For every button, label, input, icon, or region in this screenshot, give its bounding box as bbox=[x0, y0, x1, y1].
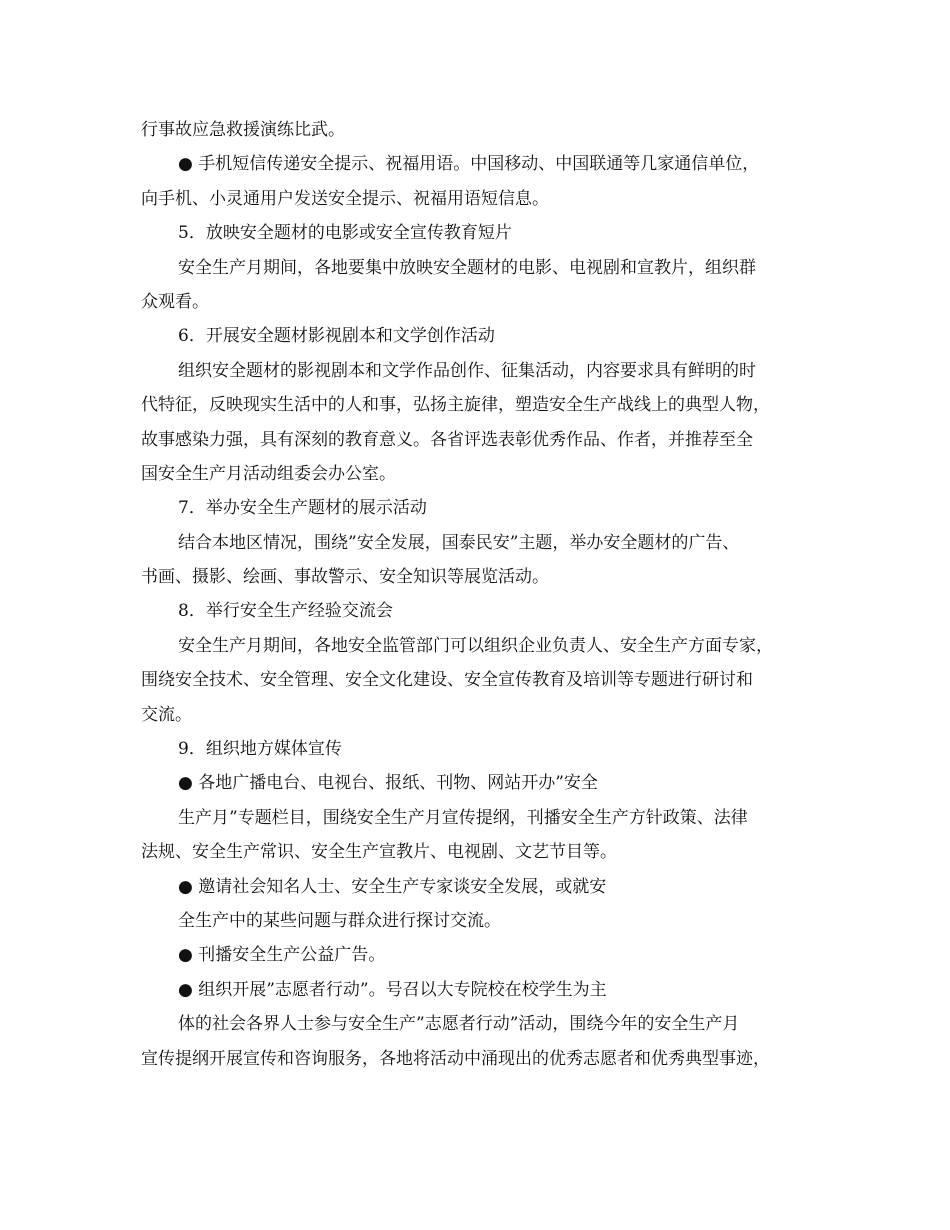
text-line: ● 组织开展”志愿者行动”。号召以大专院校在校学生为主 bbox=[178, 979, 607, 1000]
text-line: 8．举行安全生产经验交流会 bbox=[178, 601, 393, 622]
text-line: 交流。 bbox=[141, 704, 192, 725]
text-line: ● 各地广播电台、电视台、报纸、刊物、网站开办”安全 bbox=[178, 773, 598, 794]
text-line: 安全生产月期间，各地安全监管部门可以组织企业负责人、安全生产方面专家， bbox=[178, 635, 773, 656]
text-line: 5．放映安全题材的电影或安全宣传教育短片 bbox=[178, 223, 512, 244]
text-line: 全生产中的某些问题与群众进行探讨交流。 bbox=[178, 910, 501, 931]
text-line: 向手机、小灵通用户发送安全提示、祝福用语短信息。 bbox=[141, 188, 549, 209]
text-line: 故事感染力强，具有深刻的教育意义。各省评选表彰优秀作品、作者，并推荐至全 bbox=[141, 429, 753, 450]
text-line: 6．开展安全题材影视剧本和文学创作活动 bbox=[178, 326, 495, 347]
text-line: 代特征，反映现实生活中的人和事，弘扬主旋律，塑造安全生产战线上的典型人物， bbox=[141, 395, 770, 416]
text-line: 体的社会各界人士参与安全生产”志愿者行动”活动，围绕今年的安全生产月 bbox=[178, 1014, 740, 1035]
text-line: ● 刊播安全生产公益广告。 bbox=[178, 945, 386, 966]
text-line: 众观看。 bbox=[141, 291, 209, 312]
text-line: 9．组织地方媒体宣传 bbox=[178, 739, 342, 760]
text-line: ● 手机短信传递安全提示、祝福用语。中国移动、中国联通等几家通信单位， bbox=[178, 154, 760, 175]
text-line: 安全生产月期间，各地要集中放映安全题材的电影、电视剧和宣教片，组织群 bbox=[178, 257, 756, 278]
text-line: 法规、安全生产常识、安全生产宣教片、电视剧、文艺节目等。 bbox=[141, 842, 617, 863]
text-line: 组织安全题材的影视剧本和文学作品创作、征集活动，内容要求具有鲜明的时 bbox=[178, 360, 756, 381]
text-line: 围绕安全技术、安全管理、安全文化建设、安全宣传教育及培训等专题进行研讨和 bbox=[141, 670, 753, 691]
text-line: 国安全生产月活动组委会办公室。 bbox=[141, 463, 396, 484]
text-line: 生产月”专题栏目，围绕安全生产月宣传提纲，刊播安全生产方针政策、法律 bbox=[178, 807, 748, 828]
text-line: 结合本地区情况，围绕”安全发展，国泰民安”主题，举办安全题材的广告、 bbox=[178, 532, 740, 553]
text-line: 7．举办安全生产题材的展示活动 bbox=[178, 498, 427, 519]
text-line: 行事故应急救援演练比武。 bbox=[141, 120, 345, 140]
text-line: ● 邀请社会知名人士、安全生产专家谈安全发展，或就安 bbox=[178, 876, 607, 897]
text-line: 书画、摄影、绘画、事故警示、安全知识等展览活动。 bbox=[141, 567, 549, 588]
document-body bbox=[141, 113, 813, 1076]
text-line: 宣传提纲开展宣传和咨询服务，各地将活动中涌现出的优秀志愿者和优秀典型事迹， bbox=[141, 1048, 770, 1069]
